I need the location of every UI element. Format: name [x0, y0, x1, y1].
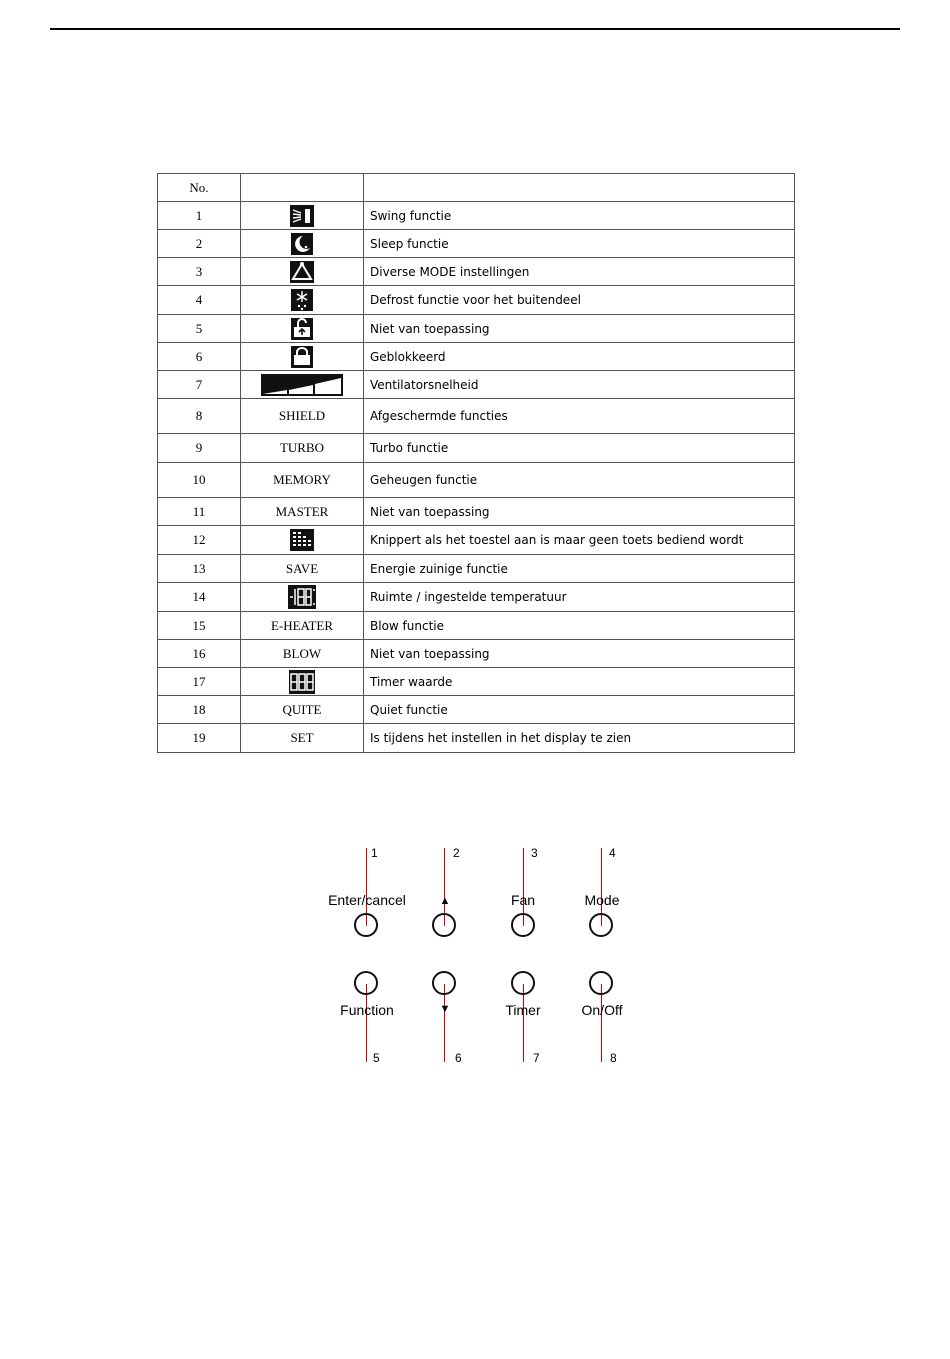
symbol-cell [241, 583, 364, 612]
symbol-cell [241, 258, 364, 286]
description [364, 174, 795, 202]
description: Knippert als het toestel aan is maar geen toets bediend wordt [364, 526, 795, 555]
table-row [158, 463, 795, 498]
description: Is tijdens het instellen in het display te zien [364, 724, 795, 753]
symbol-cell [241, 315, 364, 343]
symbol-text: BLOW [241, 640, 364, 668]
up-button[interactable] [432, 913, 456, 937]
table-row [158, 668, 795, 696]
symbol-cell [241, 526, 364, 555]
down-button[interactable] [432, 971, 456, 995]
fan-label: Fan [510, 892, 536, 908]
table-row [158, 583, 795, 612]
enter-cancel-button[interactable] [354, 913, 378, 937]
fan-speed-bar-icon [261, 374, 343, 396]
timer-button[interactable] [511, 971, 535, 995]
row-number: 2 [158, 230, 241, 258]
row-number: 19 [158, 724, 241, 753]
on-off-label: On/Off [581, 1002, 623, 1018]
symbol-cell [241, 371, 364, 399]
sleep-moon-icon [291, 233, 313, 255]
table-row [158, 526, 795, 555]
callout-number: 4 [609, 846, 616, 860]
table-row [158, 640, 795, 668]
description: Ventilatorsnelheid [364, 371, 795, 399]
symbol-text: QUITE [241, 696, 364, 724]
callout-number: 6 [455, 1051, 462, 1065]
callout-number: 3 [531, 846, 538, 860]
function-button[interactable] [354, 971, 378, 995]
on-off-button[interactable] [589, 971, 613, 995]
description: Diverse MODE instellingen [364, 258, 795, 286]
row-number: 7 [158, 371, 241, 399]
description: Defrost functie voor het buitendeel [364, 286, 795, 315]
timer-digits-icon [289, 670, 315, 694]
symbol-text: SET [241, 724, 364, 753]
timer-label: Timer [505, 1002, 541, 1018]
mode-label: Mode [584, 892, 620, 908]
enter-cancel-label: Enter/cancel [328, 892, 406, 908]
table-row [158, 286, 795, 315]
table-row [158, 343, 795, 371]
dot-grid-icon [290, 529, 314, 551]
symbol-cell [241, 343, 364, 371]
description: Ruimte / ingestelde temperatuur [364, 583, 795, 612]
symbol-text: E-HEATER [241, 612, 364, 640]
down-arrow-icon: ▼ [439, 1003, 451, 1015]
description: Afgeschermde functies [364, 399, 795, 434]
table-row [158, 612, 795, 640]
description: Swing functie [364, 202, 795, 230]
defrost-snowflake-icon [291, 289, 313, 311]
table-row [158, 555, 795, 583]
row-number: 1 [158, 202, 241, 230]
description: Geblokkeerd [364, 343, 795, 371]
description: Turbo functie [364, 434, 795, 463]
row-number: 3 [158, 258, 241, 286]
callout-number: 8 [610, 1051, 617, 1065]
row-number: 11 [158, 498, 241, 526]
table-row [158, 696, 795, 724]
row-number: No. [158, 174, 241, 202]
fan-button[interactable] [511, 913, 535, 937]
description: Sleep functie [364, 230, 795, 258]
row-number: 4 [158, 286, 241, 315]
symbol-cell [241, 230, 364, 258]
symbol-cell [241, 202, 364, 230]
description: Niet van toepassing [364, 640, 795, 668]
description: Timer waarde [364, 668, 795, 696]
description: Niet van toepassing [364, 315, 795, 343]
callout-number: 1 [371, 846, 378, 860]
row-number: 8 [158, 399, 241, 434]
display-symbols-table [157, 173, 795, 753]
row-number: 5 [158, 315, 241, 343]
symbol-text: SAVE [241, 555, 364, 583]
description: Niet van toepassing [364, 498, 795, 526]
lock-icon [291, 346, 313, 368]
temperature-digits-icon [288, 585, 316, 609]
callout-number: 7 [533, 1051, 540, 1065]
row-number: 9 [158, 434, 241, 463]
row-number: 14 [158, 583, 241, 612]
table-row [158, 258, 795, 286]
row-number: 6 [158, 343, 241, 371]
mode-triangle-icon [290, 261, 314, 283]
symbol-text [241, 174, 364, 202]
leader-line-8 [601, 984, 602, 1062]
leader-line-7 [523, 984, 524, 1062]
row-number: 15 [158, 612, 241, 640]
table-row [158, 230, 795, 258]
callout-number: 5 [373, 1051, 380, 1065]
symbol-cell [241, 668, 364, 696]
table-row [158, 434, 795, 463]
row-number: 18 [158, 696, 241, 724]
symbol-text: TURBO [241, 434, 364, 463]
description: Quiet functie [364, 696, 795, 724]
table-row [158, 498, 795, 526]
symbol-cell [241, 286, 364, 315]
mode-button[interactable] [589, 913, 613, 937]
unlock-icon [291, 318, 313, 340]
callout-number: 2 [453, 846, 460, 860]
row-number: 17 [158, 668, 241, 696]
table-row [158, 315, 795, 343]
description: Blow functie [364, 612, 795, 640]
function-label: Function [340, 1002, 394, 1018]
leader-line-6 [444, 984, 445, 1062]
top-rule [50, 28, 900, 30]
table-header-row [158, 174, 795, 202]
description: Geheugen functie [364, 463, 795, 498]
table-row [158, 724, 795, 753]
row-number: 16 [158, 640, 241, 668]
row-number: 10 [158, 463, 241, 498]
swing-icon [290, 205, 314, 227]
description: Energie zuinige functie [364, 555, 795, 583]
row-number: 13 [158, 555, 241, 583]
table-row [158, 399, 795, 434]
up-arrow-icon: ▲ [439, 895, 451, 907]
leader-line-5 [366, 984, 367, 1062]
row-number: 12 [158, 526, 241, 555]
symbol-text: SHIELD [241, 399, 364, 434]
table-row [158, 202, 795, 230]
symbol-text: MASTER [241, 498, 364, 526]
symbol-text: MEMORY [241, 463, 364, 498]
table-row [158, 371, 795, 399]
